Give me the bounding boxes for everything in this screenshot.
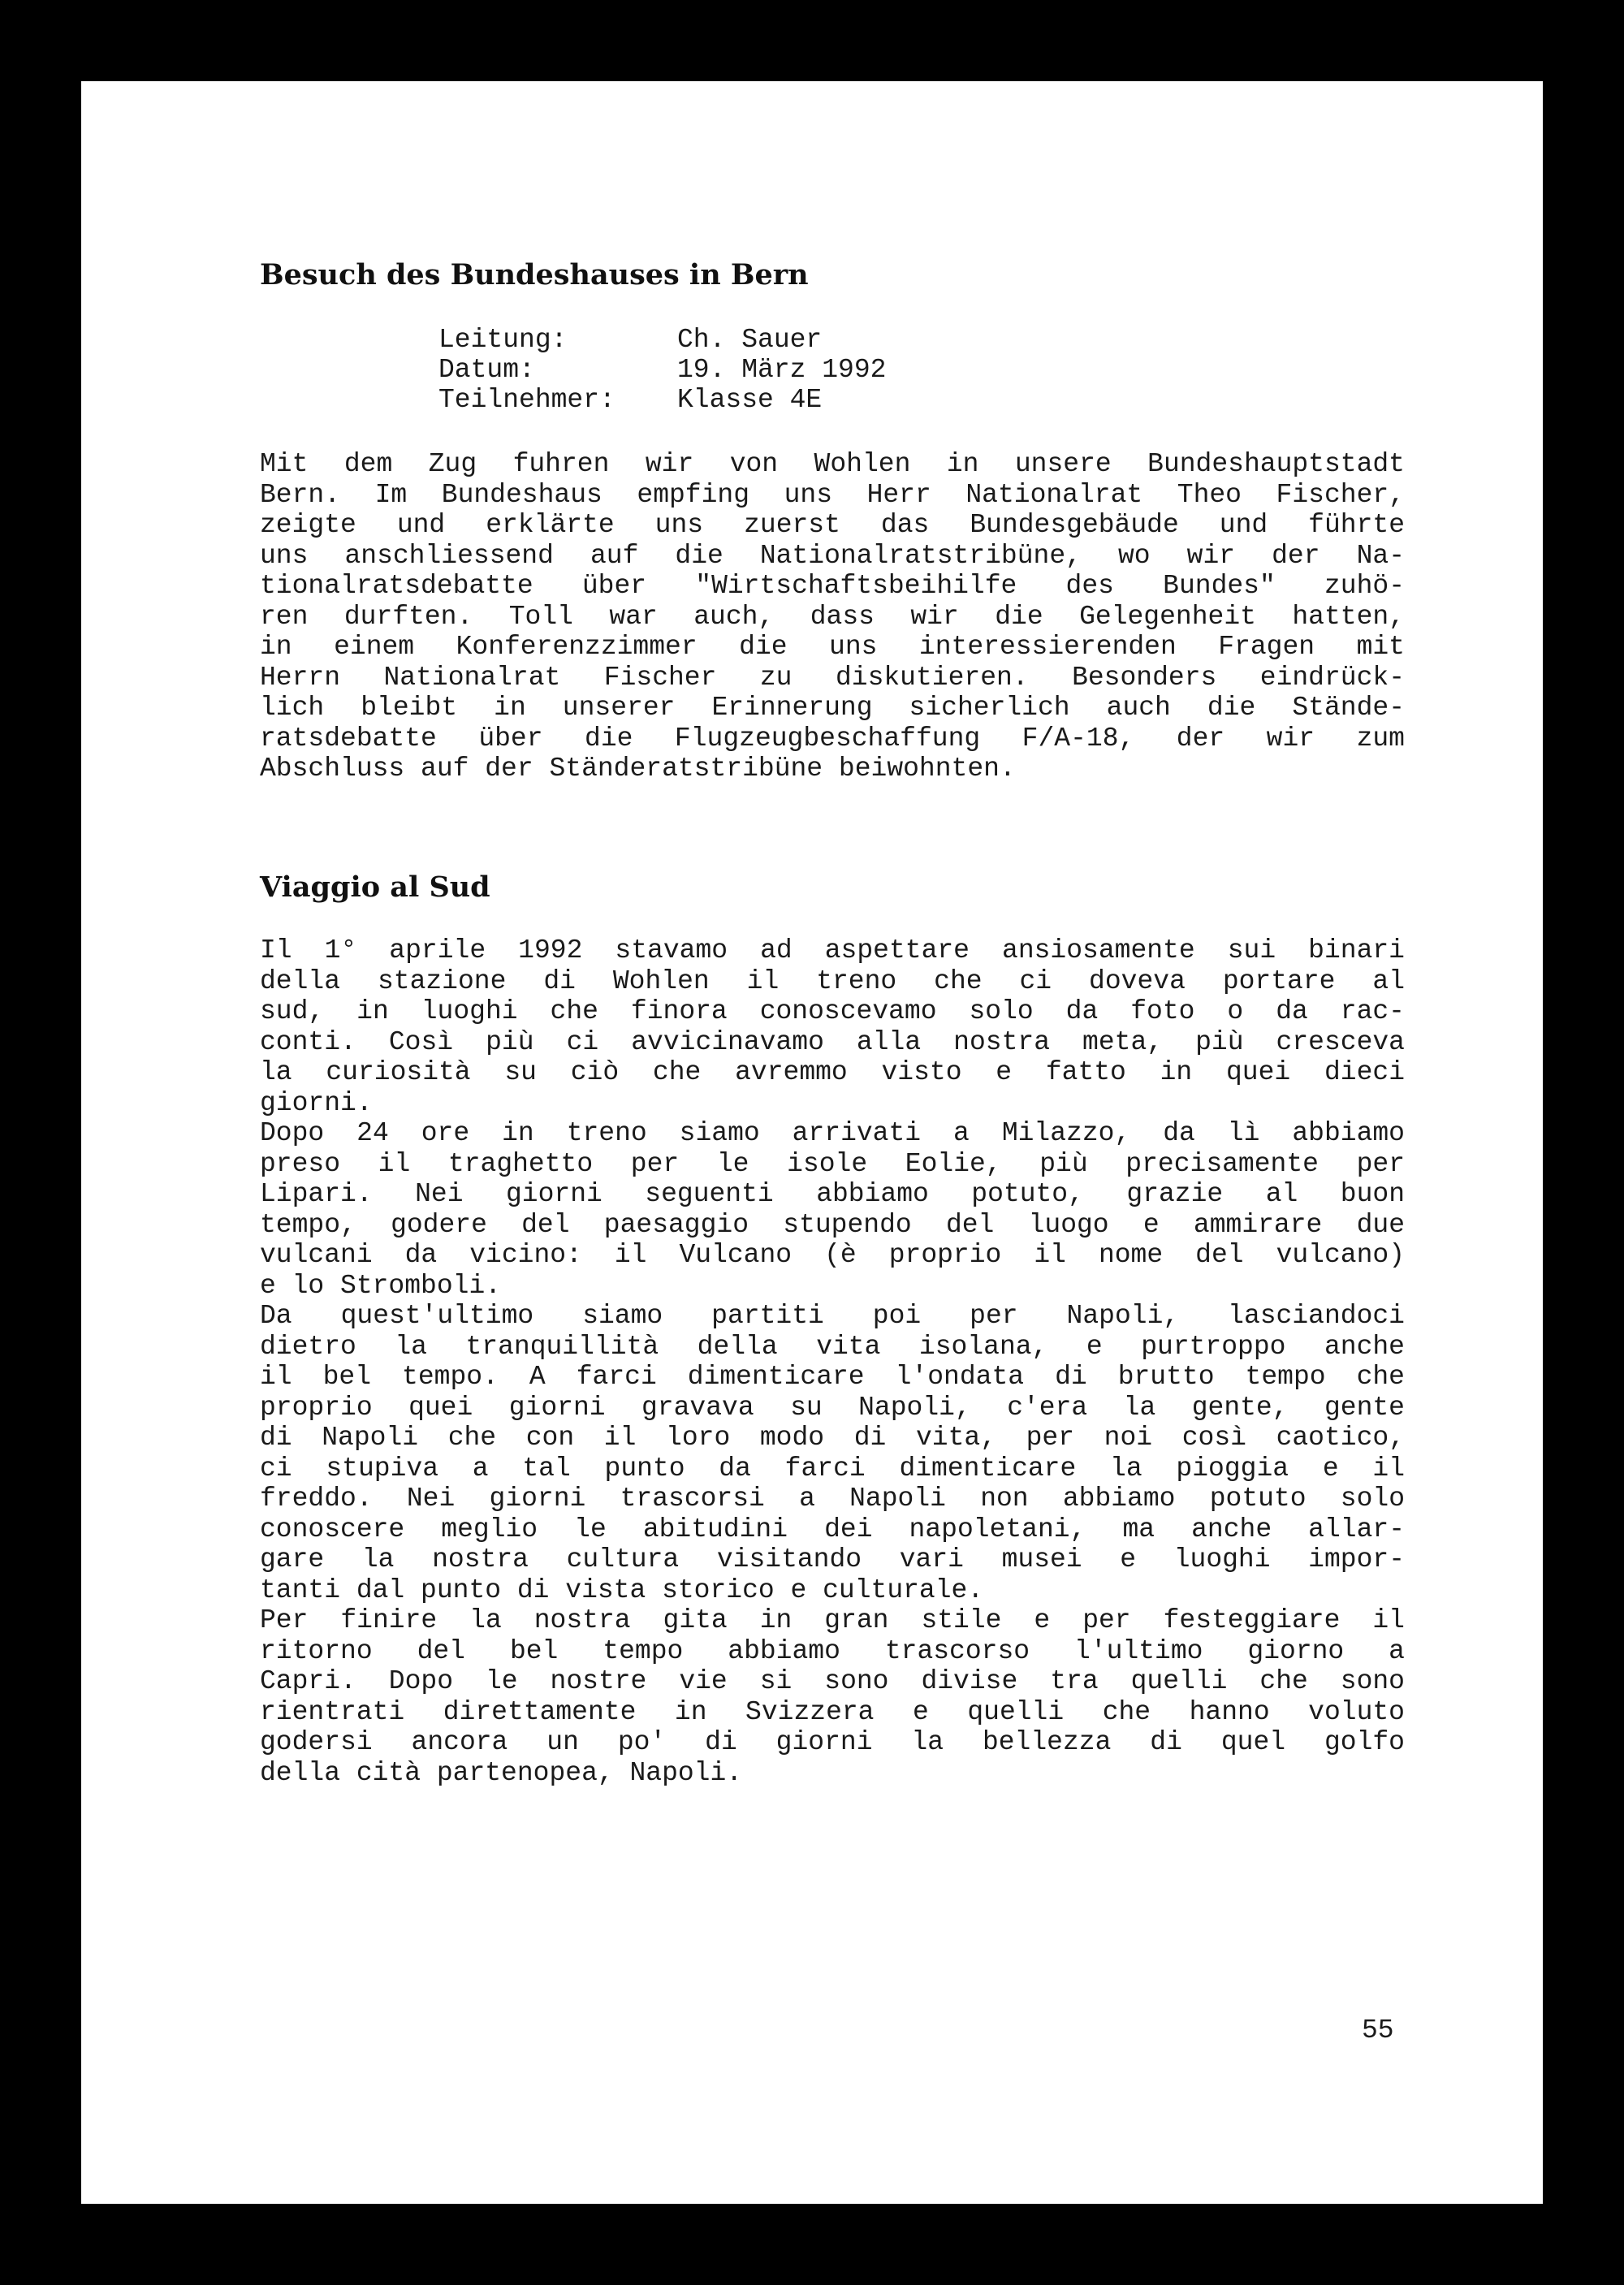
detail-label: Leitung:: [438, 325, 568, 355]
text-line: vulcani da vicino: il Vulcano (è proprio il nome del vulcano): [260, 1240, 1405, 1270]
text-line: freddo. Nei giorni trascorsi a Napoli non abbiamo potuto solo: [260, 1484, 1405, 1514]
detail-value: Klasse 4E: [677, 385, 823, 415]
text-line: di Napoli che con il loro modo di vita, per noi così caotico,: [260, 1423, 1405, 1453]
text-line: Herrn Nationalrat Fischer zu diskutieren. Besonders eindrück-: [260, 662, 1405, 693]
text-line: Abschluss auf der Ständeratstribüne beiwohnten.: [260, 754, 1016, 784]
text-line: giorni.: [260, 1087, 373, 1118]
text-line: della stazione di Wohlen il treno che ci doveva portare al: [260, 965, 1405, 996]
document-page: [81, 81, 1543, 2204]
detail-label: Teilnehmer:: [438, 385, 615, 415]
text-line: ren durften. Toll war auch, dass wir die Gelegenheit hatten,: [260, 601, 1405, 632]
text-line: rientrati direttamente in Svizzera e quelli che hanno voluto: [260, 1696, 1405, 1727]
text-line: Lipari. Nei giorni seguenti abbiamo potuto, grazie al buon: [260, 1179, 1405, 1209]
text-line: dietro la tranquillità della vita isolana, e purtroppo anche: [260, 1331, 1405, 1362]
bundeshaus-report-text: [260, 449, 1405, 784]
detail-value: Ch. Sauer: [677, 325, 823, 355]
text-line: Per finire la nostra gita in gran stile e per festeggiare il: [260, 1605, 1405, 1635]
text-line: e lo Stromboli.: [260, 1270, 502, 1301]
text-line: ci stupiva a tal punto da farci dimenticare la pioggia e il: [260, 1453, 1405, 1484]
text-line: ritorno del bel tempo abbiamo trascorso l'ultimo giorno a: [260, 1635, 1405, 1666]
text-line: ratsdebatte über die Flugzeugbeschaffung F/A-18, der wir zum: [260, 723, 1405, 754]
detail-row-leitung: [438, 325, 886, 355]
section-title-viaggio: Viaggio al Sud: [260, 870, 490, 904]
text-line: Mit dem Zug fuhren wir von Wohlen in unsere Bundeshauptstadt: [260, 449, 1405, 479]
text-line: in einem Konferenzzimmer die uns interessierenden Fragen mit: [260, 632, 1405, 662]
text-line: il bel tempo. A farci dimenticare l'ondata di brutto tempo che: [260, 1362, 1405, 1392]
detail-value: 19. März 1992: [677, 355, 887, 385]
text-line: tionalratsdebatte über "Wirtschaftsbeihilfe des Bundes" zuhö-: [260, 571, 1405, 601]
text-line: gare la nostra cultura visitando vari musei e luoghi impor-: [260, 1544, 1405, 1574]
text-line: la curiosità su ciò che avremmo visto e fatto in quei dieci: [260, 1057, 1405, 1087]
text-line: Il 1° aprile 1992 stavamo ad aspettare ansiosamente sui binari: [260, 935, 1405, 965]
text-line: preso il traghetto per le isole Eolie, più precisamente per: [260, 1148, 1405, 1179]
text-line: tempo, godere del paesaggio stupendo del luogo e ammirare due: [260, 1209, 1405, 1240]
event-details: [438, 325, 886, 415]
text-line: della cità partenopea, Napoli.: [260, 1757, 743, 1788]
text-line: tanti dal punto di vista storico e culturale.: [260, 1574, 984, 1605]
text-line: uns anschliessend auf die Nationalratstribüne, wo wir der Na-: [260, 540, 1405, 571]
text-line: Dopo 24 ore in treno siamo arrivati a Milazzo, da lì abbiamo: [260, 1118, 1405, 1148]
text-line: sud, in luoghi che finora conoscevamo solo da foto o da rac-: [260, 996, 1405, 1026]
viaggio-report-text: [260, 935, 1405, 1788]
text-line: conti. Così più ci avvicinavamo alla nostra meta, più cresceva: [260, 1026, 1405, 1057]
text-line: godersi ancora un po' di giorni la bellezza di quel golfo: [260, 1727, 1405, 1757]
text-line: lich bleibt in unserer Erinnerung sicherlich auch die Stände-: [260, 693, 1405, 723]
text-line: zeigte und erklärte uns zuerst das Bundesgebäude und führte: [260, 510, 1405, 540]
text-line: Capri. Dopo le nostre vie si sono divise tra quelli che sono: [260, 1666, 1405, 1696]
detail-row-teilnehmer: [438, 385, 886, 415]
text-line: Bern. Im Bundeshaus empfing uns Herr Nationalrat Theo Fischer,: [260, 479, 1405, 510]
text-line: proprio quei giorni gravava su Napoli, c'era la gente, gente: [260, 1392, 1405, 1423]
text-line: Da quest'ultimo siamo partiti poi per Napoli, lasciandoci: [260, 1301, 1405, 1331]
page-number: 55: [1362, 2015, 1394, 2045]
detail-row-datum: [438, 355, 886, 385]
section-title-bundeshaus: Besuch des Bundeshauses in Bern: [260, 258, 809, 292]
detail-label: Datum:: [438, 355, 535, 385]
text-line: conoscere meglio le abitudini dei napoletani, ma anche allar-: [260, 1514, 1405, 1544]
